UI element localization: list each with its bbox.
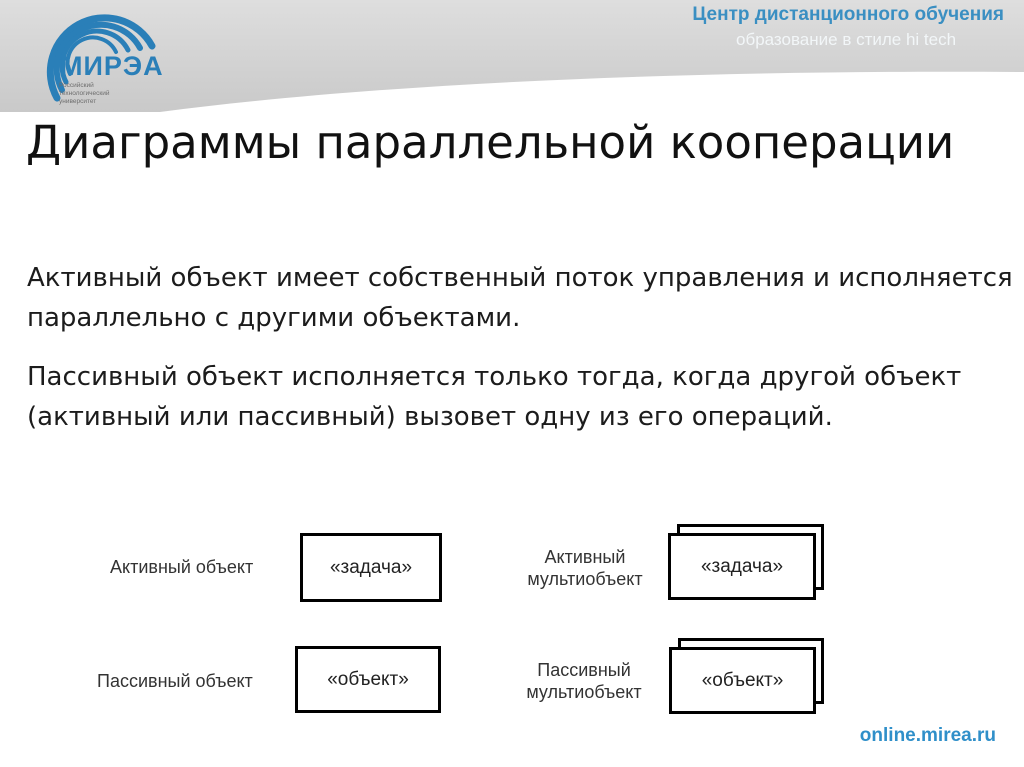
active-multiobject-box: «задача» <box>668 533 816 600</box>
center-title: Центр дистанционного обучения <box>692 4 1004 25</box>
footer-url: online.mirea.ru <box>859 725 996 746</box>
active-multiobject-label <box>515 546 655 590</box>
active-object-box: «задача» <box>300 533 442 602</box>
center-subtitle: образование в стиле hi tech <box>736 30 957 49</box>
passive-multiobject-label <box>514 659 654 703</box>
logo-wordmark: МИРЭА <box>60 51 164 81</box>
logo-caption: Российский технологический университет <box>59 82 110 105</box>
paragraph-passive-object: Пассивный объект исполняется только тогда, когда другой объект (активный или пассивный) вызовет одну из его операций. <box>27 362 962 432</box>
passive-multiobject-label-line2: мультиобъект <box>526 682 642 702</box>
active-multiobject-label-line2: мультиобъект <box>527 569 643 589</box>
paragraph-active-object: Активный объект имеет собственный поток управления и исполняется параллельно с другими объектами. <box>27 263 1013 333</box>
passive-multiobject-box: «объект» <box>669 647 816 714</box>
active-multiobject-label-line1: Активный <box>544 547 626 567</box>
mirea-logo <box>2 2 177 112</box>
page-title: Диаграммы параллельной кооперации <box>26 116 955 169</box>
passive-object-box: «объект» <box>295 646 441 713</box>
active-object-label: Активный объект <box>110 557 254 577</box>
passive-multiobject-label-line1: Пассивный <box>537 660 631 680</box>
passive-object-label: Пассивный объект <box>97 671 253 691</box>
